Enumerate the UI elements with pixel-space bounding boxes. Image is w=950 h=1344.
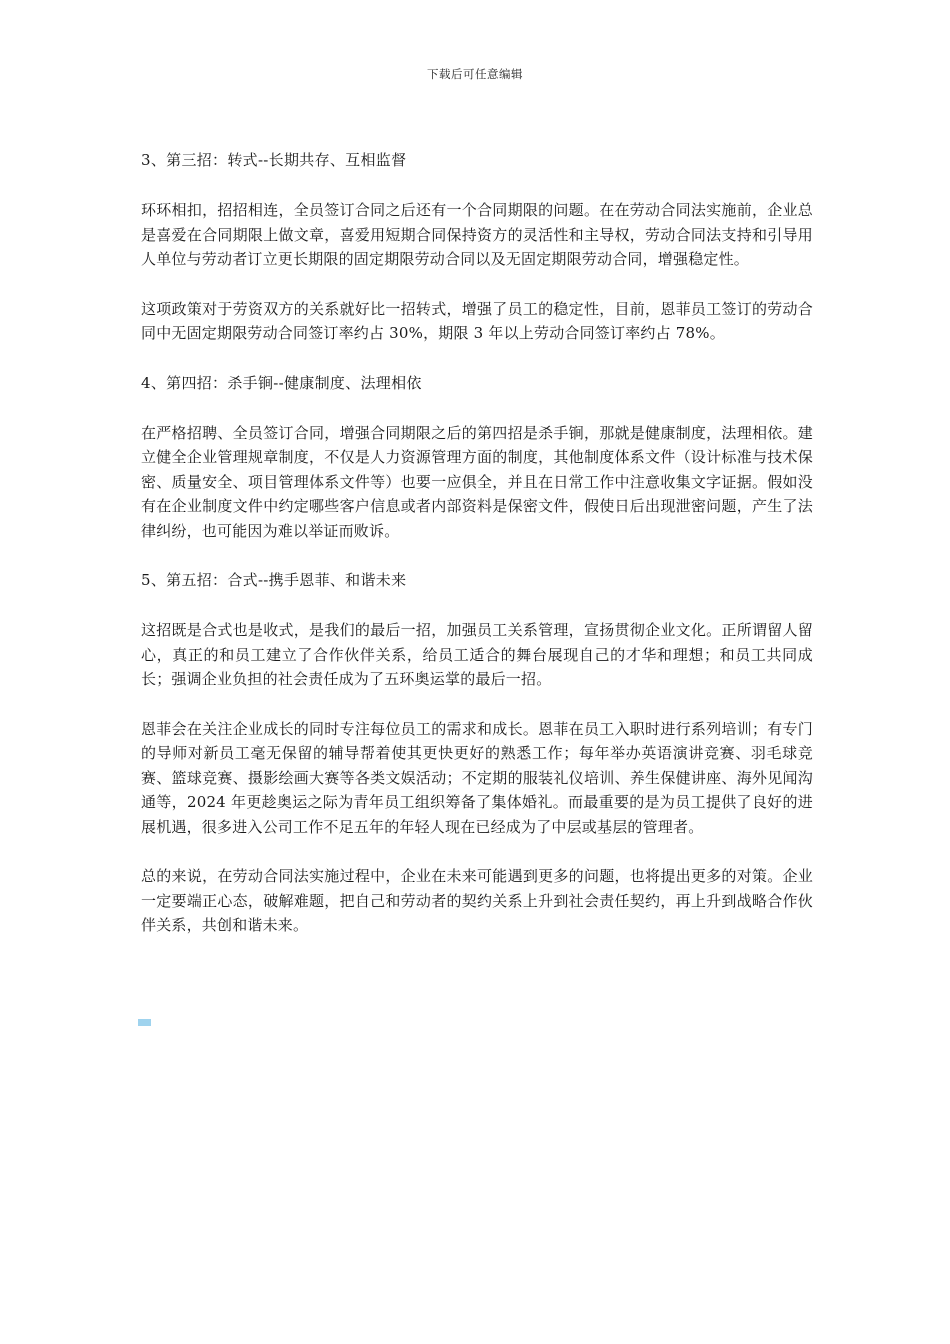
paragraph: 这项政策对于劳资双方的关系就好比一招转式，增强了员工的稳定性，目前，恩菲员工签订的劳动合同中无固定期限劳动合同签订率约占 30%，期限 3 年以上劳动合同签订率约占 78%。 [141, 299, 813, 342]
paragraph: 总的来说，在劳动合同法实施过程中，企业在未来可能遇到更多的问题，也将提出更多的对策。企业一定要端正心态，破解难题，把自己和劳动者的契约关系上升到社会责任契约，再上升到战略合作伙伴关系，共创和谐未来。 [141, 867, 813, 934]
section-heading-5: 5、第五招：合式--携手恩菲、和谐未来 [141, 571, 407, 589]
document-body [141, 148, 813, 963]
section-heading-3: 3、第三招：转式--长期共存、互相监督 [141, 151, 407, 169]
text-cursor-marker [138, 1019, 151, 1026]
section-heading-4: 4、第四招：杀手锏--健康制度、法理相依 [141, 373, 422, 392]
paragraph: 恩菲会在关注企业成长的同时专注每位员工的需求和成长。恩菲在员工入职时进行系列培训；有专门的导师对新员工毫无保留的辅导帮着使其更快更好的熟悉工作；每年举办英语演讲竞赛、羽毛球竞赛、篮球竞赛、摄影绘画大赛等各类文娱活动；不定期的服装礼仪培训、养生保健讲座、海外见闻沟通等，2024 年更趁奥运之际为青年员工组织筹备了集体婚礼。而最重要的是为员工提供了良好的进展机遇，很多进入公司工作不足五年的年轻人现在已经成为了中层或基层的管理者。 [141, 719, 813, 836]
paragraph: 这招既是合式也是收式，是我们的最后一招，加强员工关系管理，宣扬贯彻企业文化。正所谓留人留心，真正的和员工建立了合作伙伴关系，给员工适合的舞台展现自己的才华和理想；和员工共同成长；强调企业负担的社会责任成为了五环奥运掌的最后一招。 [141, 621, 813, 688]
page-header: 下载后可任意编辑 [427, 67, 523, 81]
paragraph: 环环相扣，招招相连，全员签订合同之后还有一个合同期限的问题。在在劳动合同法实施前，企业总是喜爱在合同期限上做文章，喜爱用短期合同保持资方的灵活性和主导权，劳动合同法支持和引导用人单位与劳动者订立更长期限的固定期限劳动合同以及无固定期限劳动合同，增强稳定性。 [141, 201, 813, 268]
paragraph: 在严格招聘、全员签订合同，增强合同期限之后的第四招是杀手锏，那就是健康制度，法理相依。建立健全企业管理规章制度，不仅是人力资源管理方面的制度，其他制度体系文件（设计标准与技术保密、质量安全、项目管理体系文件等）也要一应俱全，并且在日常工作中注意收集文字证据。假如没有在企业制度文件中约定哪些客户信息或者内部资料是保密文件，假使日后出现泄密问题，产生了法律纠纷，也可能因为难以举证而败诉。 [141, 423, 813, 540]
